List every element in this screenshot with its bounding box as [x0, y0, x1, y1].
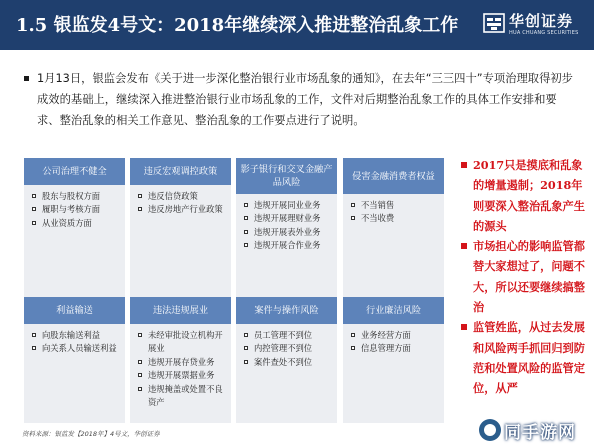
- watermark-text: 同手游网: [504, 422, 576, 443]
- source-note: 资料来源：银监发【2018年】4号文，华创证券: [22, 430, 160, 438]
- list-item: 不当收费: [351, 212, 440, 225]
- category-title: 影子银行和交叉金融产品风险: [236, 158, 337, 194]
- category-items: [343, 194, 444, 304]
- list-item: 业务经营方面: [351, 329, 440, 342]
- list-item: 违规开展合作业务: [244, 239, 333, 252]
- list-item: 不当销售: [351, 199, 440, 212]
- side-note: 市场担心的影响监管都替大家想过了，问题不大，所以还要继续搞整治: [455, 236, 587, 317]
- category-title: 违法违规展业: [130, 297, 231, 324]
- watermark: [479, 416, 594, 444]
- intro-paragraph: [24, 68, 579, 131]
- list-item: 违反房地产行业政策: [138, 203, 227, 216]
- category-title: 行业廉洁风险: [343, 297, 444, 324]
- category-box-integrity-risk: [343, 297, 444, 423]
- category-items: [130, 324, 231, 423]
- category-box-shadow-banking: [236, 158, 337, 304]
- list-item: 从业资质方面: [32, 217, 121, 230]
- company-logo: [483, 7, 591, 43]
- category-items: [130, 185, 231, 304]
- list-item: 信息管理方面: [351, 342, 440, 355]
- category-box-consumer-rights: [343, 158, 444, 304]
- page-title: 1.5 银监发4号文：2018年继续深入推进整治乱象工作: [16, 15, 459, 36]
- side-note: 监管姓监，从过去发展和风险两手抓回归到防范和处置风险的监管定位，从严: [455, 317, 587, 398]
- category-box-macro-policy: [130, 158, 231, 304]
- category-box-benefit-transfer: [24, 297, 125, 423]
- list-item: 违规开展表外业务: [244, 226, 333, 239]
- category-title: 利益输送: [24, 297, 125, 324]
- list-item: 员工管理不到位: [244, 329, 333, 342]
- list-item: 违规掩盖或处置不良资产: [138, 383, 227, 410]
- category-title: 违反宏观调控政策: [130, 158, 231, 185]
- category-title: 公司治理不健全: [24, 158, 125, 185]
- list-item: 股东与股权方面: [32, 190, 121, 203]
- watermark-logo-icon: [479, 419, 501, 441]
- intro-text: 1月13日，银监会发布《关于进一步深化整治银行业市场乱象的通知》，在去年“三三四十”专项治理取得初步成效的基础上，继续深入推进整治银行业市场乱象的工作，文件对后期整治乱象工作的具体工作安排和要求、整治乱象的相关工作意见、整治乱象的工作要点进行了说明。: [37, 72, 573, 127]
- category-title: 侵害金融消费者权益: [343, 158, 444, 194]
- list-item: 案件查处不到位: [244, 356, 333, 369]
- list-item: 未经审批设立机构开展业: [138, 329, 227, 356]
- header-bar: [0, 0, 594, 50]
- list-item: 违反信贷政策: [138, 190, 227, 203]
- category-items: [24, 185, 125, 304]
- list-item: 履职与考核方面: [32, 203, 121, 216]
- bullet-square-icon: [24, 76, 29, 81]
- side-note: 2017只是摸底和乱象的增量遏制；2018年则要深入整治乱象产生的源头: [455, 155, 587, 236]
- category-box-operational-risk: [236, 297, 337, 423]
- category-box-illegal-operations: [130, 297, 231, 423]
- category-items: [343, 324, 444, 423]
- category-items: [236, 324, 337, 423]
- category-items: [24, 324, 125, 423]
- category-title: 案件与操作风险: [236, 297, 337, 324]
- category-box-governance: [24, 158, 125, 304]
- list-item: 违规开展理财业务: [244, 212, 333, 225]
- list-item: 向股东输送利益: [32, 329, 121, 342]
- logo-mark-icon: [483, 12, 505, 34]
- category-items: [236, 194, 337, 304]
- logo-subtext: HUA CHUANG SECURITIES: [509, 30, 579, 36]
- list-item: 内控管理不到位: [244, 342, 333, 355]
- logo-text: 华创证券: [509, 12, 574, 30]
- list-item: 向关系人员输送利益: [32, 342, 121, 355]
- list-item: 违规开展同业业务: [244, 199, 333, 212]
- side-commentary: [455, 155, 587, 399]
- list-item: 违规开展存贷业务: [138, 356, 227, 369]
- list-item: 违规开展票据业务: [138, 369, 227, 382]
